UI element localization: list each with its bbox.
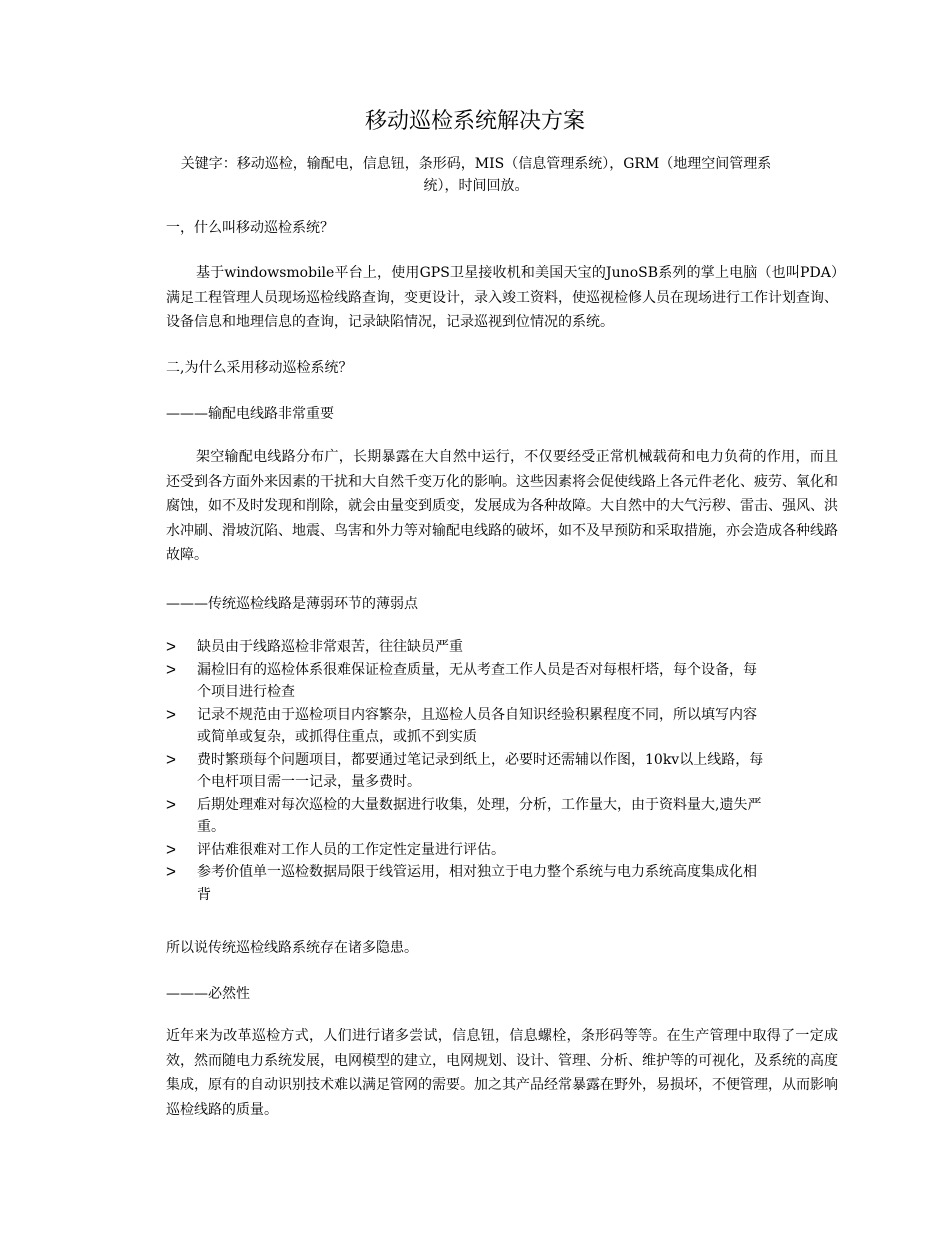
bullet-arrow-icon: > [166, 659, 176, 679]
section2-heading: 二,为什么采用移动巡检系统？ [166, 360, 353, 376]
list-item [166, 636, 766, 659]
bullet-arrow-icon: > [166, 839, 176, 859]
document-title: 移动巡检系统解决方案 [364, 109, 585, 134]
list-item [166, 839, 766, 862]
list-item-text: 评估难很难对工作人员的工作定性定量进行评估。 [197, 841, 505, 858]
list-item-text: 记录不规范由于巡检项目内容繁杂，且巡检人员各自知识经验积累程度不同，所以填写内容或简单或复杂，或抓得住重点，或抓不到实质 [197, 706, 757, 745]
list-item-text: 参考价值单一巡检数据局限于线管运用，相对独立于电力整个系统与电力系统高度集成化相背 [197, 864, 757, 903]
list-item [166, 861, 766, 906]
list-item-text: 后期处理难对每次巡检的大量数据进行收集，处理，分析，工作量大，由于资料量大,遗失严重。 [197, 796, 762, 835]
list-item-text: 费时繁琐每个问题项目，都要通过笔记录到纸上，必要时还需辅以作图，10kv以上线路，每个电杆项目需一一记录，量多费时。 [197, 751, 764, 790]
keywords-line: 关键字：移动巡检，输配电，信息钮，条形码，MIS（信息管理系统），GRM（地理空间管理系统），时间回放。 [180, 156, 772, 194]
section1-paragraph: 基于windowsmobile平台上，使用GPS卫星接收机和美国天宝的JunoSB系列的掌上电脑（也叫PDA）满足工程管理人员现场巡检线路查询，变更设计，录入竣工资料，使巡视检修人员在现场进行工作计划查询、设备信息和地理信息的查询，记录缺陷情况，记录巡视到位情况的系统。 [166, 265, 838, 330]
list-item [166, 704, 766, 749]
list-item-text: 缺员由于线路巡检非常艰苦，往往缺员严重 [197, 639, 463, 655]
list-item [166, 659, 766, 704]
subheading-necessity: ———必然性 [166, 986, 250, 1002]
list-item-text: 漏检旧有的巡检体系很难保证检查质量，无从考查工作人员是否对每根杆塔，每个设备，每个项目进行检查 [197, 661, 757, 700]
weakness-list [166, 636, 766, 906]
importance-paragraph: 架空输配电线路分布广，长期暴露在大自然中运行，不仅要经受正常机械载荷和电力负荷的作用，而且还受到各方面外来因素的干扰和大自然千变万化的影响。这些因素将会促使线路上各元件老化、疲劳、氧化和腐蚀，如不及时发现和削除，就会由量变到质变，发展成为各种故障。大自然中的大气污秽、雷击、强风、洪水冲刷、滑坡沉陷、地震、鸟害和外力等对输配电线路的破坏，如不及早预防和采取措施，亦会造成各种线路故障。 [166, 449, 838, 563]
subheading-importance: ———输配电线路非常重要 [166, 406, 334, 422]
bullet-arrow-icon: > [166, 862, 176, 881]
section1-heading: 一，什么叫移动巡检系统？ [166, 220, 334, 236]
list-item [166, 794, 766, 839]
bullet-arrow-icon: > [166, 637, 176, 656]
subheading-weakness: ———传统巡检线路是薄弱环节的薄弱点 [166, 596, 418, 612]
conclusion-line: 所以说传统巡检线路系统存在诸多隐患。 [166, 940, 418, 956]
necessity-paragraph: 近年来为改革巡检方式，人们进行诸多尝试，信息钮，信息螺栓，条形码等等。在生产管理中取得了一定成效，然而随电力系统发展，电网模型的建立，电网规划、设计、管理、分析、维护等的可视化，及系统的高度集成，原有的自动识别技术难以满足管网的需要。加之其产品经常暴露在野外，易损坏，不便管理，从而影响巡检线路的质量。 [166, 1028, 838, 1118]
bullet-arrow-icon: > [166, 794, 176, 814]
list-item [166, 749, 766, 794]
bullet-arrow-icon: > [166, 749, 176, 769]
bullet-arrow-icon: > [166, 704, 176, 724]
